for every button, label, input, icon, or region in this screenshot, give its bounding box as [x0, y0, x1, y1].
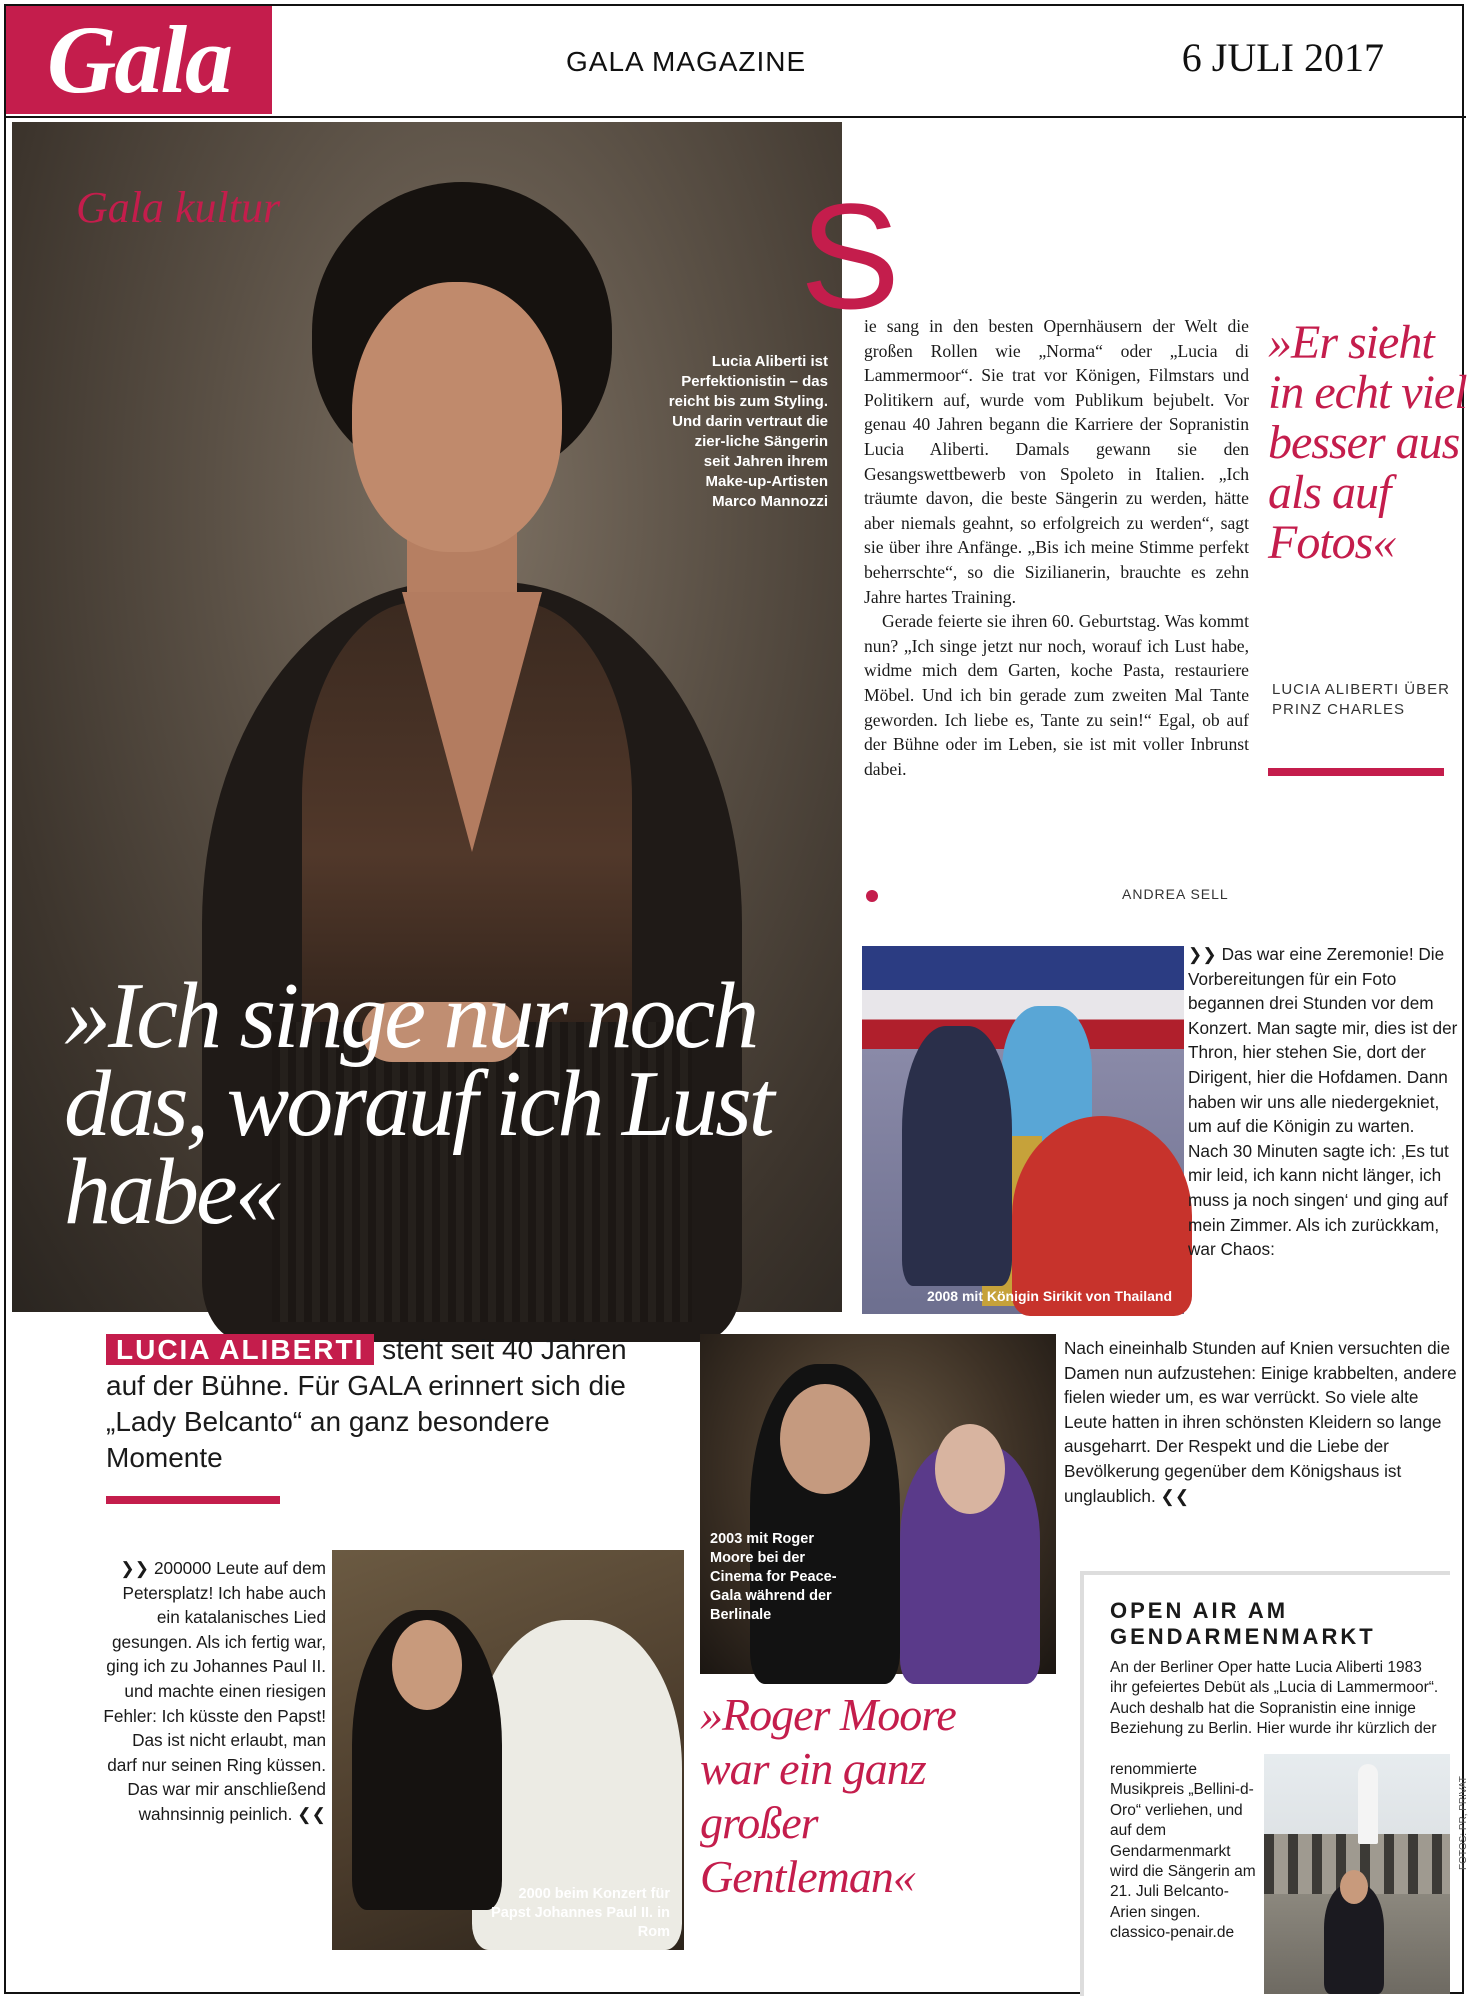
- queen-photo-caption: 2008 mit Königin Sirikit von Thailand: [926, 1288, 1172, 1304]
- roger-photo-caption: 2003 mit Roger Moore bei der Cinema for Peace-Gala während der Berlinale: [710, 1531, 837, 1623]
- quote-open-icon: ❯❯: [120, 1558, 150, 1578]
- pope-story: [102, 1556, 326, 1827]
- headline: »Ich singe nur noch das, worauf ich Lust habe«: [64, 964, 772, 1244]
- article-body: [864, 314, 1249, 781]
- open-air-title: OPEN AIR AM GENDARMENMARKT: [1110, 1598, 1376, 1649]
- issue-date: 6 JULI 2017: [1181, 35, 1384, 80]
- quote-open-icon: ❯❯: [1188, 944, 1217, 964]
- intro-text: [106, 1332, 666, 1476]
- main-photo-caption: Lucia Aliberti ist Perfektionistin – das reicht bis zum Styling. Und darin vertraut die zier-liche Sängerin seit Jahren ihrem Make-up-Artisten Marco Mannozzi: [668, 353, 828, 510]
- intro-body: steht seit 40 Jahren auf der Bühne. Für GALA erinnert sich die „Lady Belcanto“ an ganz besondere Momente: [106, 1334, 627, 1473]
- queen-story-text2: Nach eineinhalb Stunden auf Knien versuchten die Damen nun aufzustehen: Einige krabbelten, andere fielen wieder um, es war verrückt. So viele alte Leute hatten in ihren schönsten Kleidern so lange ausgeharrt. Der Respekt und die Liebe der Bevölkerung gegenüber dem Königshaus ist unglaublich.: [1064, 1338, 1457, 1506]
- pullquote-roger: »Roger Moore war ein ganz großer Gentleman«: [700, 1689, 956, 1902]
- intro-rule: [106, 1496, 280, 1504]
- photo-figure-face: [352, 282, 562, 552]
- gendarmenmarkt-photo: [1264, 1754, 1450, 1994]
- queen-story-text1: Das war eine Zeremonie! Die Vorbereitungen für ein Foto begannen drei Stunden vor dem Konzert. Man sagte mir, dies ist der Thron, hier stehen Sie, dort der Dirigent, hier die Hofdamen. Dann haben wir uns alle niedergekniet, um auf die Königin zu warten. Nach 30 Minuten sagte ich: ‚Es tut mir leid, ich kann nicht länger, ich muss ja noch singen‘ und ging auf mein Zimmer. Als ich zurückkam, war Chaos:: [1188, 944, 1458, 1260]
- quote-close-icon: ❮❮: [1160, 1485, 1190, 1506]
- pullquote-rule: [1268, 768, 1444, 776]
- article-paragraph-2: Gerade feierte sie ihren 60. Geburtstag. Was kommt nun? „Ich singe jetzt nur noch, worauf ich Lust habe, widme mich dem Garten, koche Pasta, restauriere Möbel. Und ich bin gerade zum zweiten Mal Tante geworden. Ich liebe es, Tante zu sein!“ Egal, ob auf der Bühne oder im Leben, sie ist mit voller Inbrunst dabei.: [864, 611, 1249, 779]
- queen-photo: [862, 946, 1184, 1314]
- magazine-name: GALA MAGAZINE: [566, 46, 807, 77]
- gendarmenmarkt-singer-face: [1340, 1870, 1368, 1904]
- pope-story-text: 200000 Leute auf dem Petersplatz! Ich habe auch ein katalanisches Lied gesungen. Als ich fertig war, ging ich zu Johannes Paul II. und machte einen riesigen Fehler: Ich küsste den Papst! Das ist nicht erlaubt, man darf nur seinen Ring küssen. Das war mir anschließend wahnsinnig peinlich.: [103, 1558, 326, 1824]
- queen-story-part2: [1064, 1336, 1460, 1508]
- main-photo: [12, 122, 842, 1312]
- pope-photo-singer-face: [392, 1620, 462, 1710]
- roger-photo-singer-face: [935, 1424, 1005, 1514]
- intro-name-tag: LUCIA ALIBERTI: [106, 1334, 374, 1365]
- section-label: Gala kultur: [76, 183, 281, 232]
- pullquote-charles-source: LUCIA ALIBERTI ÜBER PRINZ CHARLES: [1272, 681, 1450, 718]
- pullquote-charles: »Er sieht in echt viel besser aus als auf Fotos«: [1268, 316, 1467, 569]
- roger-photo: [700, 1334, 1056, 1674]
- quote-close-icon: ❮❮: [297, 1803, 326, 1824]
- queen-story-part1: [1188, 942, 1458, 1262]
- pope-photo-caption: 2000 beim Konzert für Papst Johannes Paul II. in Rom: [491, 1886, 670, 1940]
- gala-logo: Gala: [6, 6, 272, 114]
- drop-cap: S: [800, 172, 901, 340]
- photo-credit: FOTOS: PR, PRIVAT: [1458, 1776, 1469, 1870]
- queen-photo-figure-queen: [902, 1026, 1012, 1286]
- article-paragraph-1: ie sang in den besten Opernhäusern der Welt die großen Rollen wie „Norma“ oder „Lucia di Lammermoor“. Sie trat vor Königen, Filmstars und Politikern auf, wurde vom Publikum bejubelt. Vor genau 40 Jahren begann die Karriere der Sopranistin Lucia Aliberti. Damals gewann sie den Gesangswettbewerb von Spoleto in Italien. „Ich träumte davon, die beste Sängerin zu werden, hätte aber niemals geahnt, so erfolgreich zu werden“, sagt sie über ihre Anfänge. „Bis ich meine Stimme perfekt beherrschte“, so die Sizilianerin, brauchte es zehn Jahre hartes Training.: [864, 316, 1249, 607]
- roger-photo-face: [780, 1384, 870, 1494]
- gendarmenmarkt-statue: [1358, 1764, 1378, 1844]
- pope-photo: [332, 1550, 684, 1950]
- queen-photo-figure-singer: [1012, 1116, 1192, 1316]
- open-air-text-2: renommierte Musikpreis „Bellini-d-Oro“ verliehen, und auf dem Gendarmenmarkt wird die Sängerin am 21. Juli Belcanto-Arien singen. classico-penair.de: [1110, 1761, 1256, 1942]
- magazine-page: [4, 4, 1469, 1994]
- masthead-rule: [6, 116, 1466, 118]
- open-air-text-1: An der Berliner Oper hatte Lucia Aliberti 1983 ihr gefeiertes Debüt als „Lucia di Lammermoor“. Auch deshalb hat die Sopranistin eine innige Beziehung zu Berlin. Hier wurde ihr kürzlich der: [1110, 1659, 1439, 1738]
- article-author: ANDREA SELL: [1122, 886, 1229, 902]
- end-dot: [866, 890, 878, 902]
